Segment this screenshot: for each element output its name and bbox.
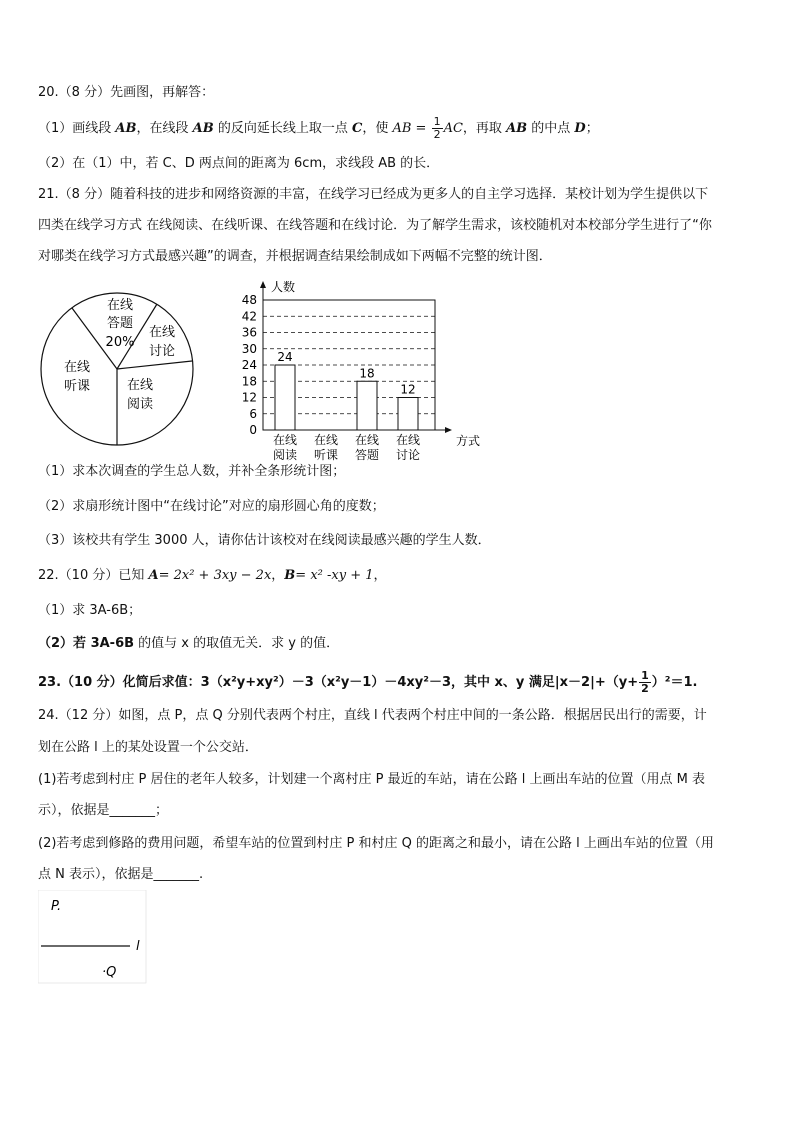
q21-line1: 21.（8 分）随着科技的进步和网络资源的丰富，在线学习已经成为更多人的自主学习选择．某校计划为学生提供以下 [38, 187, 709, 202]
x-tick-0-0: 在线 [272, 433, 298, 447]
q24-sub1-line2: 示），依据是_______； [38, 803, 169, 818]
y-axis-label: 人数 [271, 280, 296, 294]
bar-0 [275, 365, 295, 430]
q24-sub2-line2: 点 N 表示），依据是_______. [38, 867, 204, 882]
q21-sub3: （3）该校共有学生 3000 人，请你估计该校对在线阅读最感兴趣的学生人数． [38, 533, 491, 548]
pie-label-read-1: 在线 [126, 378, 154, 393]
x-axis-label: 方式 [456, 434, 481, 448]
x-axis-arrow [445, 427, 452, 433]
y-tick-36: 36 [241, 325, 257, 340]
x-tick-3-0: 在线 [395, 433, 421, 447]
bar-value-2: 18 [359, 366, 375, 381]
q22-sub1: （1）求 3A-6B； [38, 603, 142, 618]
q24-line1: 24.（12 分）如图，点 P，点 Q 分别代表两个村庄，直线 l 代表两个村庄中间的一条公路．根据居民出行的需要，计 [38, 708, 707, 723]
pie-label-read-2: 阅读 [126, 397, 154, 412]
pie-label-answer-2: 答题 [106, 316, 134, 331]
x-tick-2-1: 答题 [354, 448, 380, 462]
bar-chart [225, 280, 495, 465]
q22-given: 22.（10 分）已知 A= 2x² + 3xy − 2x，B= x² -xy + 1， [38, 568, 387, 583]
x-tick-1-0: 在线 [313, 433, 339, 447]
line-l-label: l [136, 939, 140, 954]
y-tick-12: 12 [241, 390, 257, 405]
q20-part2: （2）在（1）中，若 C、D 两点间的距离为 6cm，求线段 AB 的长． [38, 156, 440, 171]
y-tick-30: 30 [241, 341, 257, 356]
q20-part1: （1）画线段 AB，在线段 AB 的反向延长线上取一点 C，使 AB = $\frac{1}{2}$ AC，再取 AB 的中点 D； [38, 115, 599, 141]
pie-chart [38, 290, 198, 450]
pie-label-listen-2: 听课 [63, 379, 91, 394]
x-tick-2-0: 在线 [354, 433, 380, 447]
q20-title: 20.（8 分）先画图，再解答： [38, 85, 215, 100]
q24-sub1-line1: (1)若考虑到村庄 P 居住的老年人较多，计划建一个离村庄 P 最近的车站，请在公路 l 上画出车站的位置（用点 M 表 [38, 772, 705, 787]
y-tick-42: 42 [241, 309, 257, 324]
q21-line3: 对哪类在线学习方式最感兴趣”的调查，并根据调查结果绘制成如下两幅不完整的统计图． [38, 249, 552, 264]
q24-sub2-line1: (2)若考虑到修路的费用问题，希望车站的位置到村庄 P 和村庄 Q 的距离之和最小，请在公路 l 上画出车站的位置（用 [38, 836, 714, 851]
y-tick-0: 0 [249, 423, 257, 437]
q21-sub2: （2）求扇形统计图中“在线讨论”对应的扇形圆心角的度数； [38, 499, 385, 514]
point-P-label: P. [51, 899, 62, 914]
pie-label-answer-1: 在线 [106, 298, 134, 313]
y-tick-6: 6 [249, 406, 257, 421]
q24-line2: 划在公路 l 上的某处设置一个公交站． [38, 740, 258, 755]
pie-label-listen-1: 在线 [63, 360, 91, 375]
y-axis-arrow [260, 281, 266, 288]
pie-label-discuss-1: 在线 [148, 325, 176, 340]
pie-label-discuss-2: 讨论 [148, 344, 176, 359]
point-Q-label: ·Q [102, 965, 117, 980]
q21-line2: 四类在线学习方式 在线阅读、在线听课、在线答题和在线讨论．为了解学生需求，该校随机对本校部分学生进行了“你 [38, 218, 712, 233]
bar-3 [398, 398, 418, 431]
fraction-half: $\frac{1}{2}$ [433, 115, 441, 141]
q22-sub2: （2）若 3A-6B 的值与 x 的取值无关．求 y 的值． [38, 636, 340, 651]
bar-value-3: 12 [400, 382, 416, 397]
q23-text: 23.（10 分）化简后求值：3（x²y+xy²）－3（x²y－1）－4xy²－3，其中 x、y 满足|x－2|+（y+ $\frac{1}{2}$ ）²＝1. [38, 669, 698, 695]
y-tick-18: 18 [241, 374, 257, 389]
village-road-figure [38, 890, 148, 985]
bar-value-0: 24 [277, 350, 293, 364]
x-tick-1-1: 听课 [313, 448, 339, 462]
fraction-half-2: $\frac{1}{2}$ [641, 669, 649, 695]
bar-2 [357, 381, 377, 430]
y-tick-24: 24 [241, 358, 257, 372]
x-tick-3-1: 讨论 [395, 448, 421, 462]
pie-label-answer-pct: 20% [105, 335, 135, 350]
x-tick-0-1: 阅读 [272, 448, 298, 462]
q21-sub1: （1）求本次调查的学生总人数，并补全条形统计图； [38, 464, 346, 479]
y-tick-48: 48 [241, 293, 257, 307]
